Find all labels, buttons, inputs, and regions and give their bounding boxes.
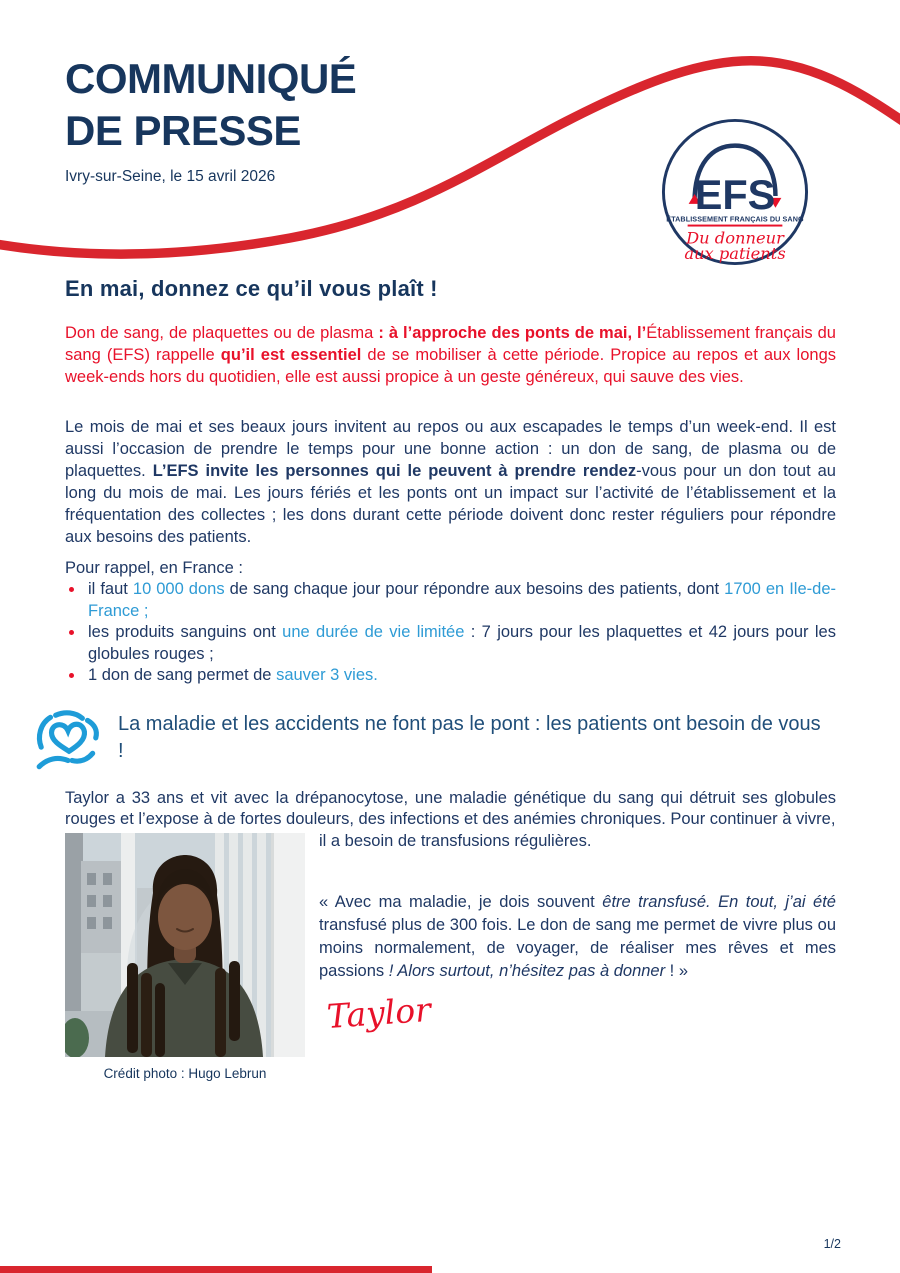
dateline: Ivry-sur-Seine, le 15 avril 2026	[65, 168, 276, 185]
body-paragraph: Le mois de mai et ses beaux jours invitent au repos ou aux escapades le temps d’un week-end. Il est aussi l’occasion de prendre le temps pour une bonne action : un don de sang, de plasma ou de plaquettes. L’EFS invite les personnes qui le peuvent à prendre rendez-vous pour un don tout au long du mois de mai. Les jours fériés et les ponts ont un impact sur l’activité de l’établissement et la fréquentation des collectes ; les dons durant cette période doivent donc rester réguliers pour répondre aux besoins des patients.	[65, 418, 836, 546]
reminder-intro: Pour rappel, en France :	[65, 559, 243, 577]
reminder-list	[65, 579, 836, 687]
list-item: il faut 10 000 dons de sang chaque jour pour répondre aux besoins des patients, dont 1700 en Ile-de-France ;	[65, 579, 836, 622]
main-content	[0, 274, 900, 1081]
efs-tagline-line1: Du donneur	[686, 228, 784, 248]
efs-acronym: EFS	[694, 170, 776, 218]
section-title: La maladie et les accidents ne font pas le pont : les patients ont besoin de vous !	[118, 712, 821, 762]
document-header	[0, 0, 900, 186]
list-item: 1 don de sang permet de sauver 3 vies.	[65, 665, 836, 687]
taylor-photo	[65, 833, 305, 1057]
taylor-signature: Taylor	[325, 989, 433, 1036]
efs-tagline-line2: aux patients	[684, 244, 786, 264]
testimonial-section	[65, 788, 836, 1081]
section-heading-block	[65, 711, 836, 775]
lead-paragraph: Don de sang, de plaquettes ou de plasma : à l’approche des ponts de mai, l’Établissement français du sang (EFS) rappelle qu’il est essentiel de se mobiliser à cette période. Propice au repos et aux longs week-ends hors du quotidien, elle est aussi propice à un geste généreux, qui sauve des vies.	[65, 324, 836, 386]
photo-caption: Crédit photo : Hugo Lebrun	[103, 1065, 267, 1081]
testimonial-quote: « Avec ma maladie, je dois souvent être transfusé. En tout, j’ai été transfusé plus de 300 fois. Le don de sang me permet de vivre plus ou moins normalement, de voyager, de réaliser mes rêves et mes passions ! Alors surtout, n’hésitez pas à donner ! »	[319, 893, 836, 980]
testimonial-paragraph-part2: il a besoin de transfusions régulières.	[319, 831, 592, 850]
document-title	[65, 53, 836, 157]
efs-org-name: ÉTABLISSEMENT FRANÇAIS DU SANG	[666, 214, 804, 224]
headline: En mai, donnez ce qu’il vous plaît !	[65, 276, 438, 301]
footer-red-bar	[0, 1266, 432, 1273]
page-number: 1/2	[823, 1237, 841, 1251]
hands-forming-heart-icon	[33, 709, 105, 775]
taylor-photo-figure	[65, 833, 305, 1081]
document-title-line1: COMMUNIQUÉ	[65, 55, 357, 102]
testimonial-paragraph-part1: Taylor a 33 ans et vit avec la drépanocytose, une maladie génétique du sang qui détruit ses globules rouges et l’expose à de fortes douleurs, des infections et des anémies chroniques. Pour continuer à vivre,	[65, 788, 836, 828]
list-item: les produits sanguins ont une durée de vie limitée : 7 jours pour les plaquettes et 42 jours pour les globules rouges ;	[65, 622, 836, 665]
document-title-line2: DE PRESSE	[65, 107, 301, 154]
